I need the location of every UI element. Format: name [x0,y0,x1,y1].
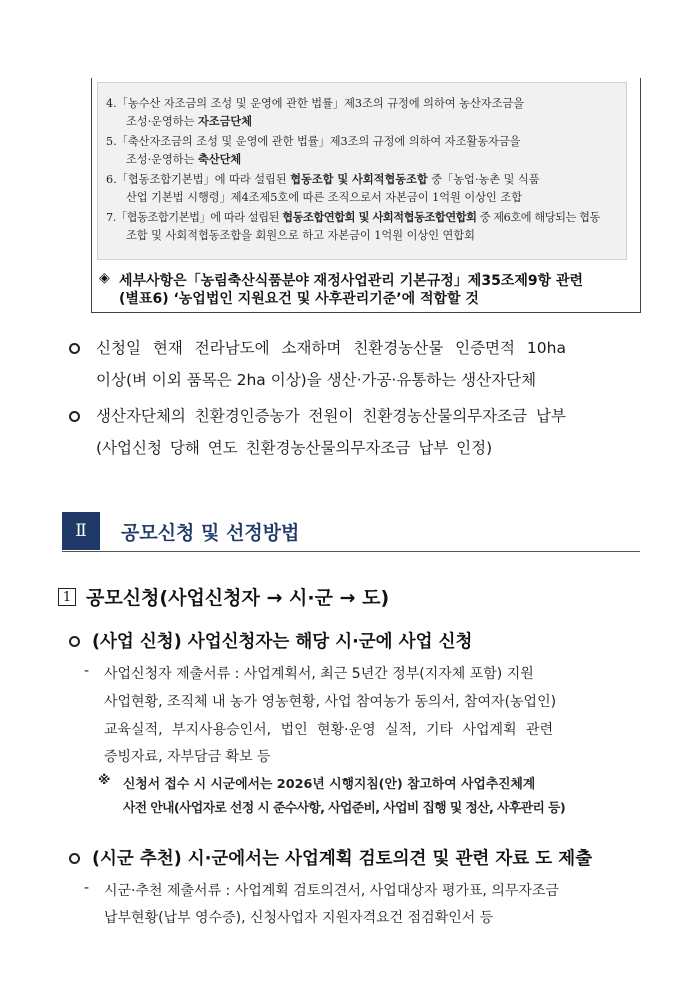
item1-note-line2: 사전 안내(사업자로 선정 시 준수사항, 사업준비, 사업비 집행 및 정산, 사후관리 등) [123,801,566,816]
bullet-circle-icon [69,853,80,864]
item2-line1: 시군·추천 제출서류 : 사업계획 검토의견서, 사업대상자 평가표, 의무자조금 [104,883,559,899]
item1-note-marker: ※ [98,773,111,788]
bullet-2-line2: (사업신청 당해 연도 친환경농산물의무자조금 납부 인정) [96,439,493,457]
subsection-title: 공모신청(사업신청자 → 시·군 → 도) [86,587,390,609]
detail-marker: ◈ [99,270,110,286]
eligibility-item-5-line1: 5.「축산자조금의 조성 및 운영에 관한 법률」제3조의 규정에 의하여 자조활동자금을 [106,135,521,148]
bullet-2-line1: 생산자단체의 친환경인증농가 전원이 친환경농산물의무자조금 납부 [96,407,566,425]
item2-dash: - [84,880,90,896]
eligibility-item-6-line1: 6.「협동조합기본법」에 따라 설립된 협동조합 및 사회적협동조합 중「농업·농촌 및 식품 [106,173,540,186]
item1-line3: 교육실적, 부지사용승인서, 법인 현황·운영 실적, 기타 사업계획 관련 [104,722,554,738]
bullet-1-line1: 신청일 현재 전라남도에 소재하며 친환경농산물 인증면적 10ha [96,339,566,357]
item2-line2: 납부현황(납부 영수증), 신청사업자 지원자격요건 점검확인서 등 [104,910,494,926]
eligibility-item-4-line2: 조성·운영하는 자조금단체 [126,115,253,128]
section-title: 공모신청 및 선정방법 [121,522,300,544]
eligibility-item-7-line2: 조합 및 사회적협동조합을 회원으로 하고 자본금이 1억원 이상인 연합회 [126,229,475,242]
eligibility-item-6-line2: 산업 기본법 시행령」제4조제5호에 따른 조직으로서 자본금이 1억원 이상인 조합 [126,191,523,204]
item2-heading: (시군 추천) 시·군에서는 사업계획 검토의견 및 관련 자료 도 제출 [92,849,593,869]
subsection-number-box: 1 [58,588,76,606]
detail-line1: 세부사항은「농림축산식품분야 재정사업관리 기본규정」제35조제9항 관련 [119,273,584,289]
item1-line1: 사업신청자 제출서류 : 사업계획서, 최근 5년간 정부(지자체 포함) 지원 [104,666,534,682]
eligibility-item-4-line1: 4.「농수산 자조금의 조성 및 운영에 관한 법률」제3조의 규정에 의하여 농산자조금을 [106,97,525,110]
detail-line2: (별표6) ‘농업법인 지원요건 및 사후관리기준’에 적합할 것 [119,291,479,307]
section-divider [62,551,640,552]
bullet-circle-icon [69,411,80,422]
bullet-circle-icon [69,343,80,354]
item1-heading: (사업 신청) 사업신청자는 해당 시·군에 사업 신청 [92,632,473,652]
item1-dash: - [84,663,90,679]
section-number-badge: Ⅱ [62,512,100,550]
item1-note-line1: 신청서 접수 시 시군에서는 2026년 시행지침(안) 참고하여 사업추진체계 [123,777,536,792]
item1-line2: 사업현황, 조직체 내 농가 영농현황, 사업 참여농가 동의서, 참여자(농업인) [104,694,557,710]
item1-line4: 증빙자료, 자부담금 확보 등 [104,749,271,765]
eligibility-item-5-line2: 조성·운영하는 축산단체 [126,153,242,166]
eligibility-item-7-line1: 7.「협동조합기본법」에 따라 설립된 협동조합연합회 및 사회적협동조합연합회 중 제6호에 해당되는 협동 [106,211,600,224]
bullet-1-line2: 이상(벼 이외 품목은 2ha 이상)을 생산·가공·유통하는 생산자단체 [96,371,537,389]
bullet-circle-icon [69,636,80,647]
